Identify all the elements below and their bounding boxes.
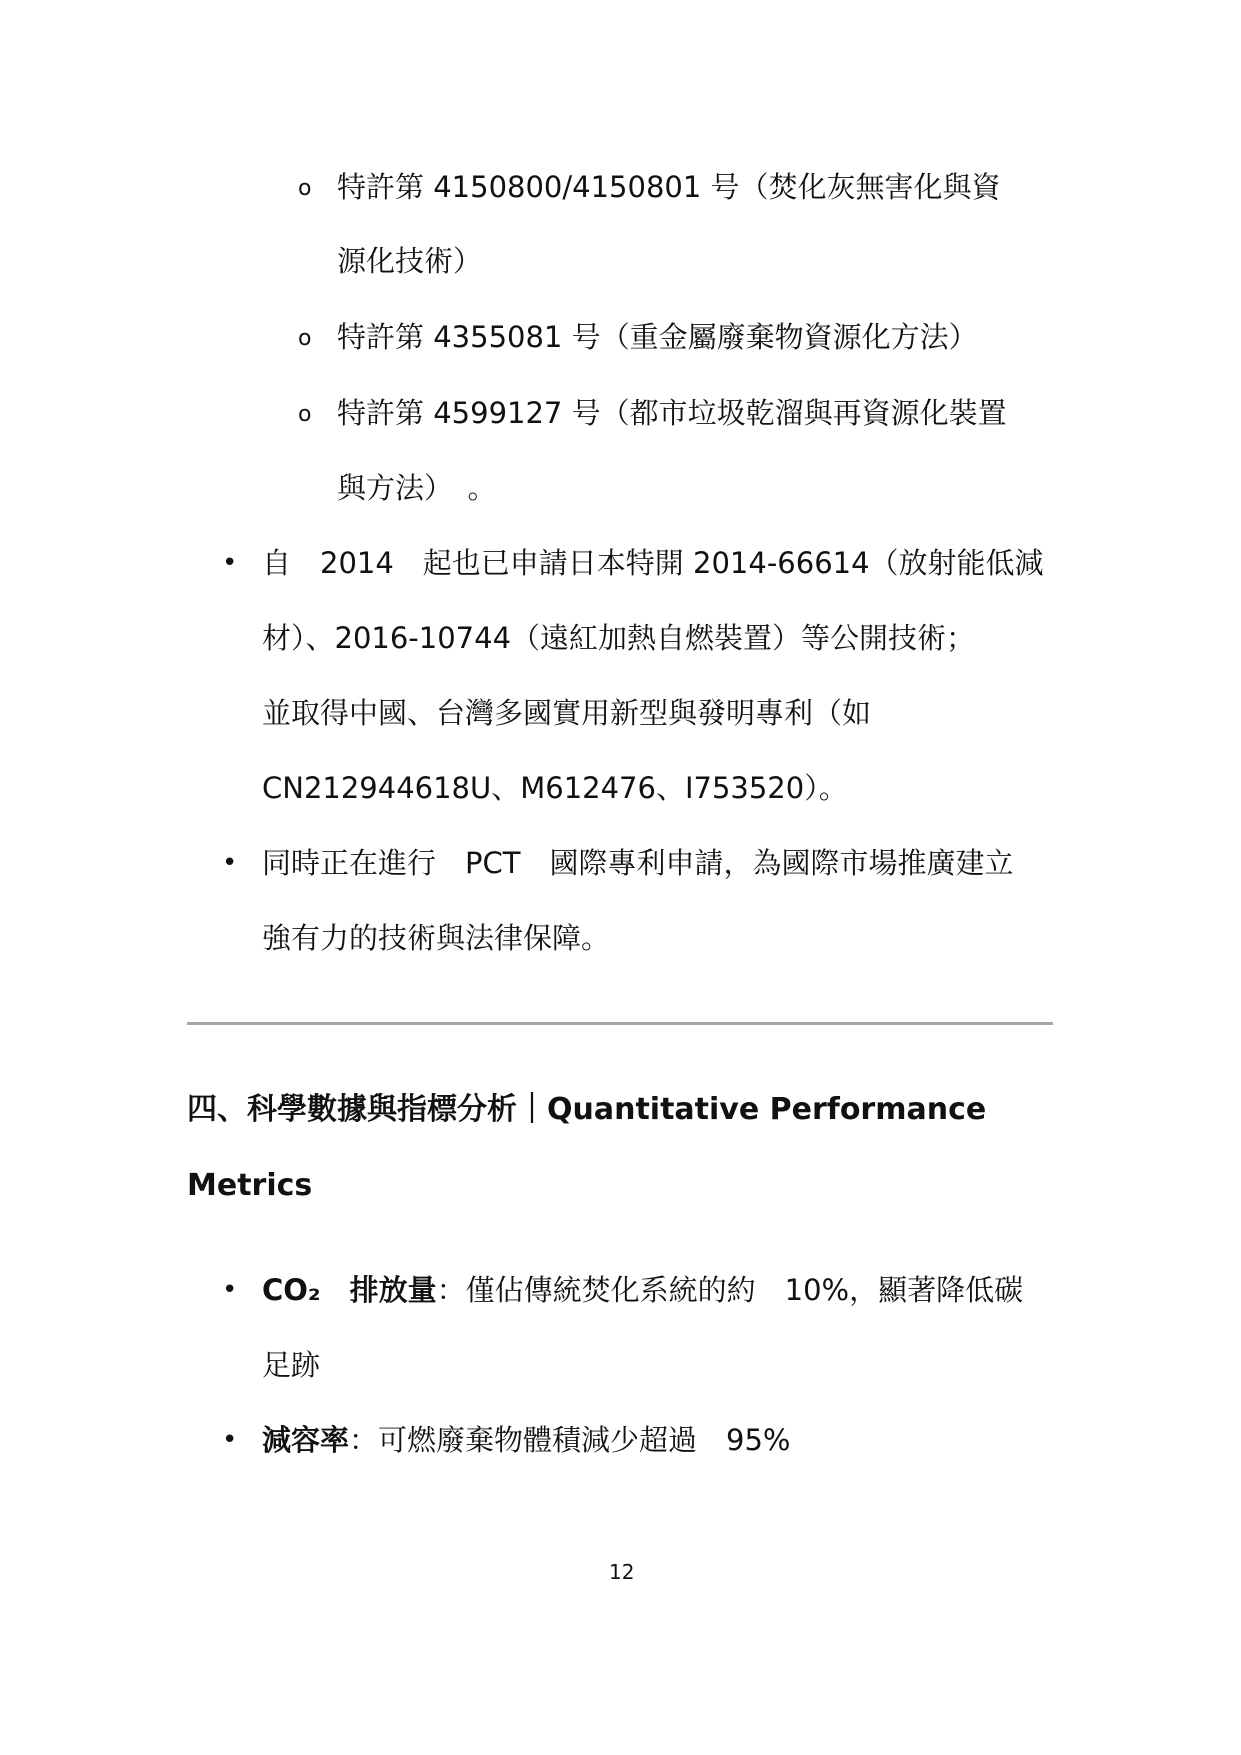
metric-volume-text: ：可燃廢棄物體積減少超過 95% [349, 1423, 791, 1457]
metric-co2-line-1 [262, 1271, 1023, 1309]
sub-bullet-marker: o [298, 176, 312, 201]
patent-item-2-line-1: 特許第 4355081 号（重金屬廢棄物資源化方法） [337, 320, 978, 354]
bullet-1-line-4: CN212944618U、M612476、I753520）。 [262, 771, 848, 805]
patent-item-1-line-2: 源化技術） [337, 244, 483, 278]
bullet-marker: • [222, 848, 238, 878]
patent-item-3-line-2: 與方法） 。 [337, 471, 497, 505]
sub-bullet-marker: o [298, 402, 312, 427]
patent-item-1-line-1: 特許第 4150800/4150801 号（焚化灰無害化與資 [337, 170, 1001, 204]
metric-volume-label: 減容率 [262, 1423, 350, 1457]
metric-co2-label: CO₂ 排放量 [262, 1273, 437, 1307]
patent-item-3-line-1: 特許第 4599127 号（都市垃圾乾溜與再資源化裝置 [337, 396, 1007, 430]
bullet-marker: • [222, 1425, 238, 1455]
page-number: 12 [609, 1560, 635, 1584]
bullet-2-line-2: 強有力的技術與法律保障。 [262, 921, 611, 955]
section-divider [187, 1022, 1053, 1025]
bullet-marker: • [222, 548, 238, 578]
bullet-1-line-3: 並取得中國、台灣多國實用新型與發明專利（如 [262, 696, 872, 730]
bullet-1-line-2: 材）、2016-10744（遠紅加熱自燃裝置）等公開技術； [262, 621, 976, 655]
metric-co2-line-2: 足跡 [262, 1348, 321, 1382]
bullet-1-line-1: 自 2014 起也已申請日本特開 2014-66614（放射能低減 [262, 546, 1044, 580]
metric-volume-line-1 [262, 1421, 790, 1459]
sub-bullet-marker: o [298, 326, 312, 351]
bullet-2-line-1: 同時正在進行 PCT 國際專利申請，為國際市場推廣建立 [262, 846, 1014, 880]
section-heading-line-2: Metrics [187, 1168, 313, 1203]
section-heading-line-1: 四、科學數據與指標分析｜Quantitative Performance [187, 1092, 987, 1127]
bullet-marker: • [222, 1275, 238, 1305]
metric-co2-text: ：僅佔傳統焚化系統的約 10%，顯著降低碳 [436, 1273, 1024, 1307]
